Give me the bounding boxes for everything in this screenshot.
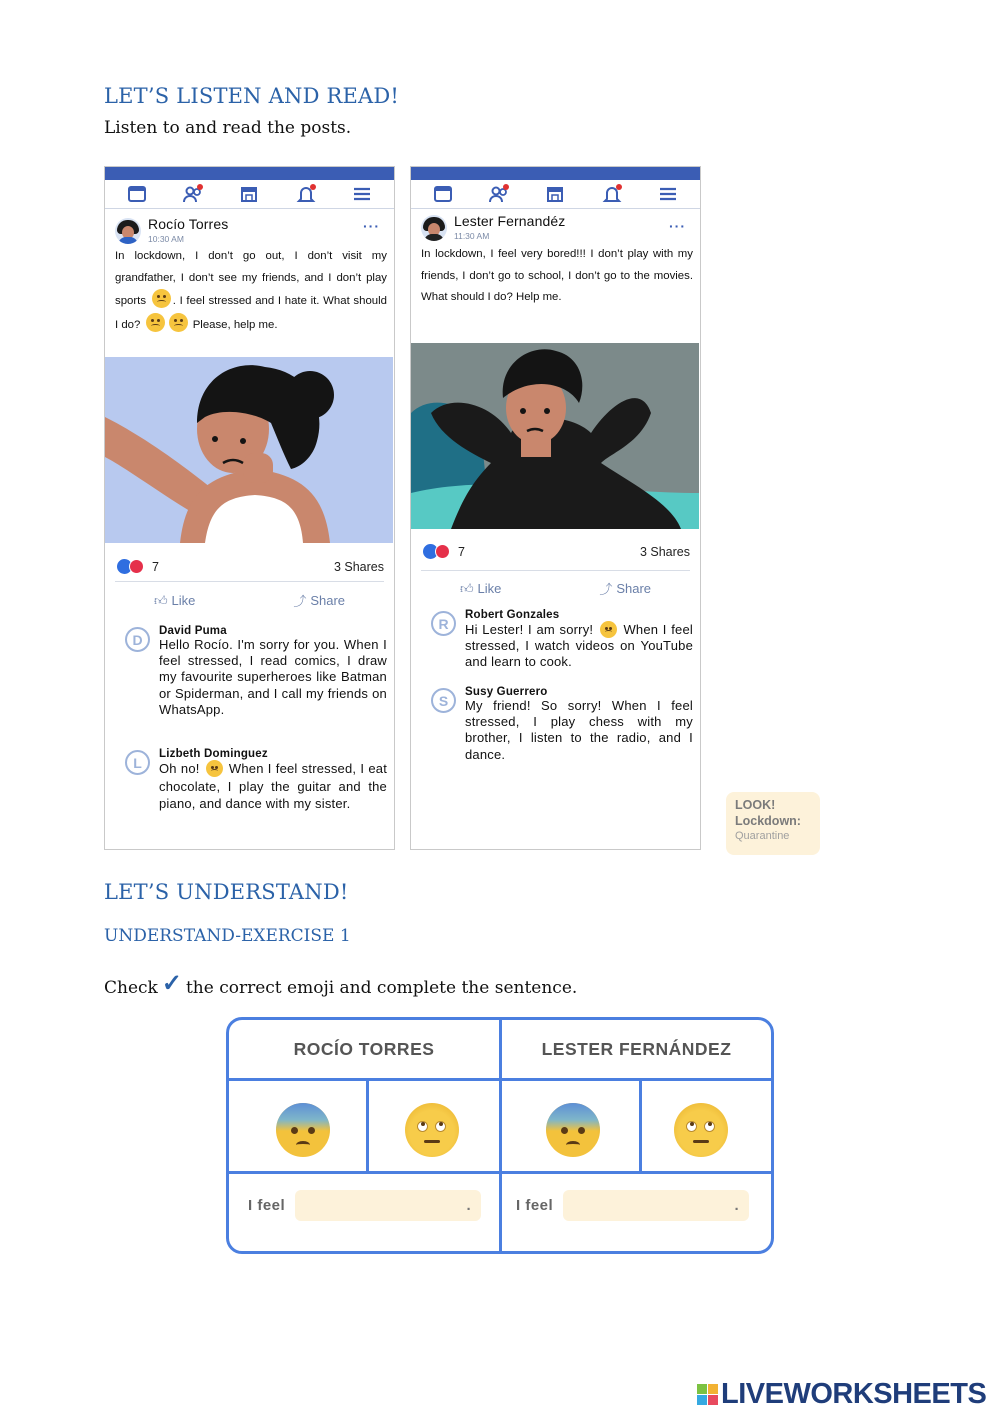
- note-term: Lockdown:: [735, 813, 801, 828]
- post-text-part: Please, help me.: [192, 318, 278, 331]
- answer-input-lester[interactable]: .: [563, 1190, 749, 1221]
- reaction-row: [117, 559, 384, 574]
- column-header-lester: LESTER FERNÁNDEZ: [541, 1039, 732, 1059]
- app-nav-bar: [411, 180, 700, 209]
- post-text: [115, 246, 387, 336]
- feel-label: I feel: [516, 1197, 554, 1214]
- avatar[interactable]: [115, 218, 141, 244]
- logo-mark-icon: [697, 1384, 718, 1405]
- avatar[interactable]: S: [431, 688, 456, 713]
- vocabulary-note: [726, 792, 820, 855]
- more-options-icon[interactable]: ···: [669, 218, 686, 234]
- marketplace-icon[interactable]: [239, 185, 259, 203]
- reaction-count[interactable]: 7: [152, 559, 159, 574]
- sad-emoji-icon: [146, 313, 165, 332]
- friends-icon[interactable]: [489, 185, 509, 203]
- sad-emoji-icon: [169, 313, 188, 332]
- app-topbar: [105, 167, 394, 180]
- post-actions: [411, 579, 700, 598]
- app-topbar: [411, 167, 700, 180]
- divider: [421, 570, 690, 571]
- like-button[interactable]: 👍︎ Like: [153, 592, 196, 608]
- section-heading-listen: LET’S LISTEN AND READ!: [104, 84, 400, 108]
- comment-author[interactable]: Robert Gonzales: [465, 609, 560, 621]
- post-header: [115, 216, 228, 244]
- comment: [431, 609, 693, 671]
- more-options-icon[interactable]: ···: [363, 218, 380, 234]
- sentence-lester: [516, 1190, 749, 1221]
- avatar[interactable]: D: [125, 627, 150, 652]
- share-button[interactable]: ⤴︎ Share: [293, 593, 346, 609]
- share-count[interactable]: 3 Shares: [639, 544, 690, 559]
- feel-label: I feel: [248, 1197, 286, 1214]
- post-time: 11:30 AM: [454, 231, 490, 241]
- exercise-title: UNDERSTAND-EXERCISE 1: [104, 926, 351, 946]
- comment: [125, 625, 387, 718]
- divider: [115, 581, 384, 582]
- share-button[interactable]: ⤴︎ Share: [599, 581, 652, 597]
- anxious-face-option-icon[interactable]: [546, 1103, 600, 1157]
- worried-emoji-icon: [152, 289, 171, 308]
- post-text: In lockdown, I feel very bored!!! I don’t play with my friends, I don’t go to school, I don’t go to the movies. What should I do? Help me.: [421, 248, 693, 304]
- marketplace-icon[interactable]: [545, 185, 565, 203]
- comment-author[interactable]: David Puma: [159, 625, 227, 637]
- reaction-row: [423, 544, 690, 559]
- thumbs-up-icon: 👍︎: [153, 592, 168, 608]
- menu-icon[interactable]: [658, 185, 678, 203]
- comment: [125, 748, 387, 813]
- home-icon[interactable]: [127, 185, 147, 203]
- notifications-icon[interactable]: [296, 185, 316, 203]
- answer-input-rocio[interactable]: .: [295, 1190, 481, 1221]
- brand-name: LIVEWORKSHEETS: [721, 1378, 987, 1410]
- reaction-count[interactable]: 7: [458, 544, 465, 559]
- post-card-lester: [410, 166, 701, 850]
- sentence-rocio: [248, 1190, 481, 1221]
- post-author[interactable]: Lester Fernandéz: [454, 213, 566, 229]
- post-text-part: . I feel stressed and I hate it. What should I do?: [115, 295, 387, 331]
- post-photo-bored-boy: [411, 343, 699, 529]
- anxious-face-option-icon[interactable]: [276, 1103, 330, 1157]
- thumbs-up-icon: 👍︎: [459, 580, 474, 596]
- note-title: LOOK!: [735, 798, 776, 812]
- comment-text: Hello Rocío. I'm sorry for you. When I feel stressed, I read comics, I draw my favourite superheroes like Batman or Spiderman, and I call my friends on WhatsApp.: [159, 637, 387, 717]
- sad-emoji-icon: [206, 760, 223, 777]
- instruction-listen: Listen to and read the posts.: [104, 118, 352, 138]
- share-count[interactable]: 3 Shares: [333, 559, 384, 574]
- avatar[interactable]: [421, 215, 447, 241]
- comment-text: Hi Lester! I am sorry! When I feel stressed, I watch videos on YouTube and learn to cook.: [465, 622, 693, 670]
- comment-text: Oh no! When I feel stressed, I eat chocolate, I play the guitar and the piano, and dance with my sister.: [159, 761, 388, 811]
- comment-author[interactable]: Lizbeth Dominguez: [159, 748, 268, 760]
- liveworksheets-logo[interactable]: [697, 1378, 986, 1411]
- exercise-instruction: Check ✓ the correct emoji and complete the sentence.: [104, 968, 578, 998]
- exercise-table: [226, 1017, 774, 1254]
- comment-text: My friend! So sorry! When I feel stressed, I play chess with my brother, I listen to the radio, and I dance.: [465, 698, 693, 762]
- post-card-rocio: [104, 166, 395, 850]
- post-time: 10:30 AM: [148, 234, 184, 244]
- avatar[interactable]: R: [431, 611, 456, 636]
- post-header: [421, 213, 565, 241]
- friends-icon[interactable]: [183, 185, 203, 203]
- post-actions: [105, 591, 394, 610]
- avatar[interactable]: L: [125, 750, 150, 775]
- love-reaction-icon: [129, 559, 144, 574]
- column-header-rocio: ROCÍO TORRES: [293, 1039, 435, 1059]
- comment: [431, 686, 693, 763]
- post-photo-stressed-girl: [105, 357, 393, 543]
- section-heading-understand: LET’S UNDERSTAND!: [104, 880, 349, 904]
- eye-roll-face-option-icon[interactable]: [405, 1103, 459, 1157]
- menu-icon[interactable]: [352, 185, 372, 203]
- like-button[interactable]: 👍︎ Like: [459, 580, 502, 596]
- post-author[interactable]: Rocío Torres: [148, 216, 229, 232]
- eye-roll-face-option-icon[interactable]: [674, 1103, 728, 1157]
- share-icon: ⤴︎: [599, 582, 613, 597]
- checkmark-icon: ✓: [161, 968, 182, 997]
- love-reaction-icon: [435, 544, 450, 559]
- notifications-icon[interactable]: [602, 185, 622, 203]
- sad-emoji-icon: [600, 621, 617, 638]
- comment-author[interactable]: Susy Guerrero: [465, 686, 548, 698]
- home-icon[interactable]: [433, 185, 453, 203]
- post-text-part: In lockdown, I don’t go out, I don’t visit my grandfather, I don’t see my friends, and I don’t play sports: [115, 250, 387, 308]
- app-nav-bar: [105, 180, 394, 209]
- note-definition: Quarantine: [735, 830, 790, 842]
- share-icon: ⤴︎: [293, 594, 307, 609]
